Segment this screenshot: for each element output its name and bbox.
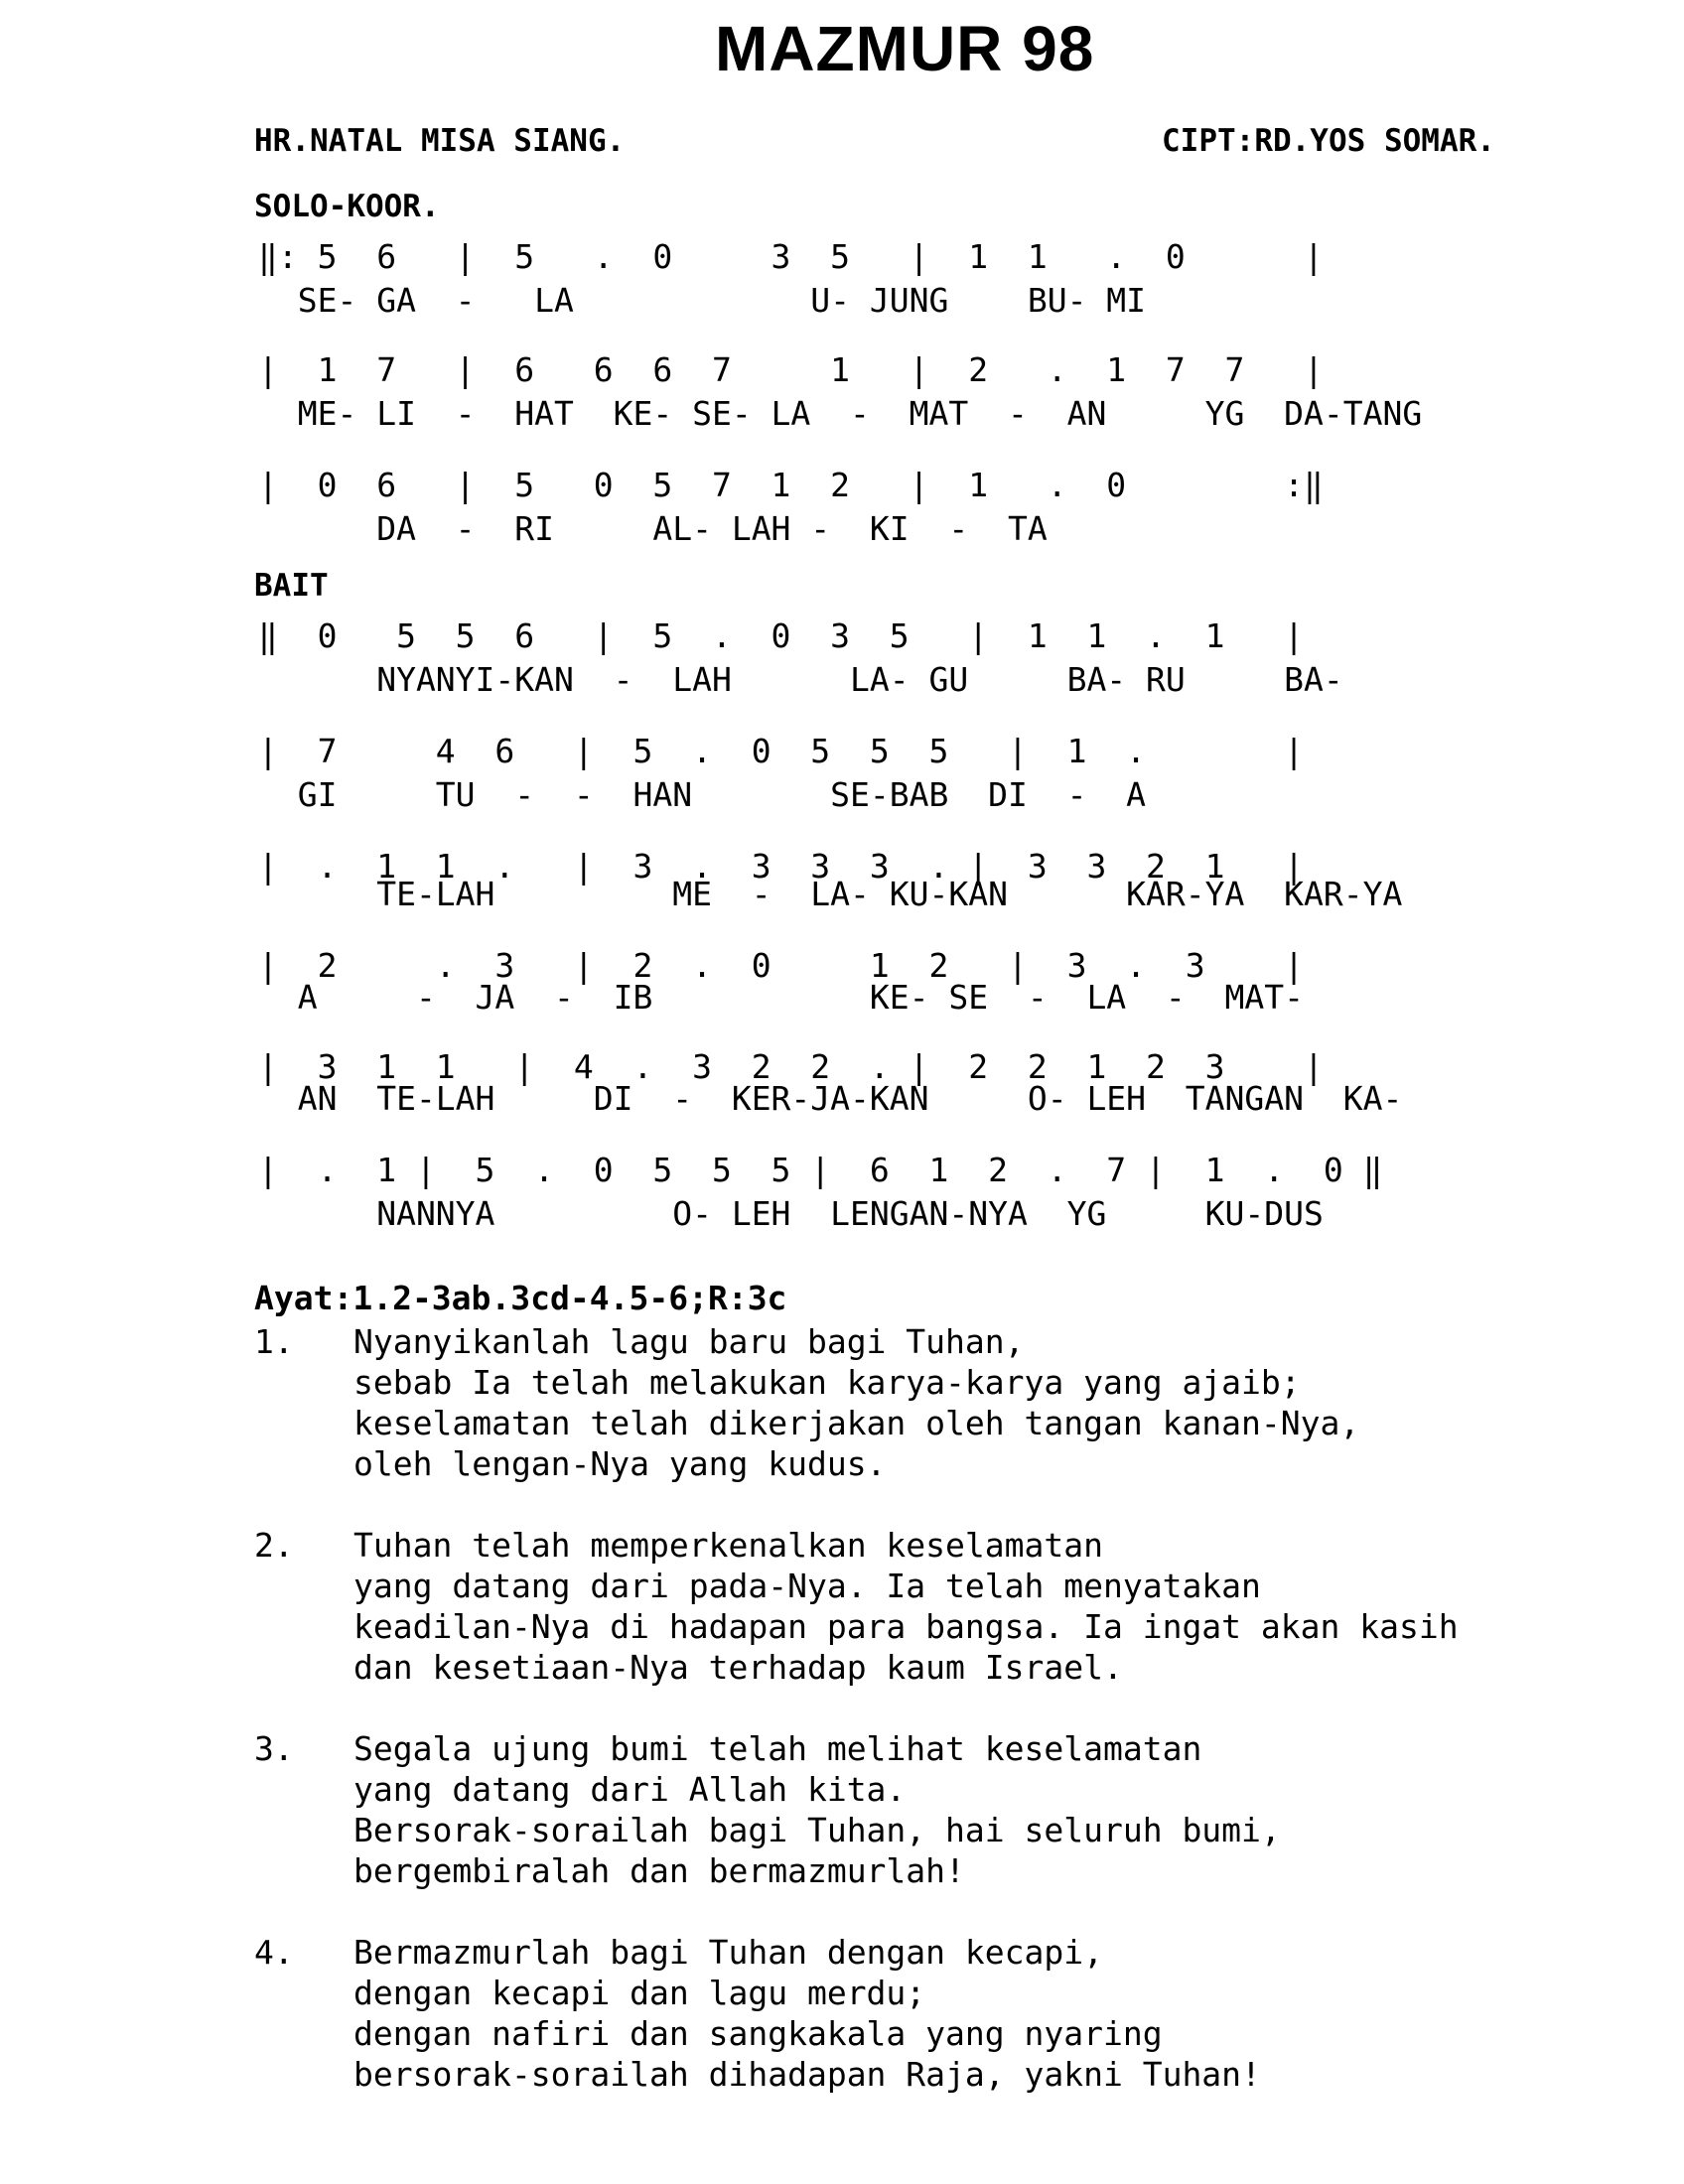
- refrain-lyrics-2: ME- LI - HAT KE- SE- LA - MAT - AN YG DA-TANG: [258, 394, 1423, 433]
- bait-notes-3: | . 1 1 . | 3 . 3 3 3 . | 3 3 2 1 |: [258, 847, 1304, 886]
- refrain-notes-1: ‖: 5 6 | 5 . 0 3 5 | 1 1 . 0 |: [258, 237, 1324, 276]
- verse-number: 3.: [254, 1729, 294, 1768]
- verse-line: keselamatan telah dikerjakan oleh tangan kanan-Nya,: [353, 1404, 1360, 1442]
- verse-line: Bersorak-sorailah bagi Tuhan, hai seluruh bumi,: [353, 1811, 1281, 1849]
- verse-line: Bermazmurlah bagi Tuhan dengan kecapi,: [353, 1933, 1103, 1972]
- verse-line: sebab Ia telah melakukan karya-karya yang ajaib;: [353, 1363, 1301, 1402]
- verse-number: 4.: [254, 1933, 294, 1972]
- verse-line: dengan kecapi dan lagu merdu;: [353, 1974, 926, 2012]
- verse-line: Segala ujung bumi telah melihat keselamatan: [353, 1729, 1202, 1768]
- refrain-notes-2: | 1 7 | 6 6 6 7 1 | 2 . 1 7 7 |: [258, 350, 1324, 389]
- verse-line: dan kesetiaan-Nya terhadap kaum Israel.: [353, 1648, 1123, 1687]
- bait-notes-6: | . 1 | 5 . 0 5 5 5 | 6 1 2 . 7 | 1 . 0 ‖: [258, 1151, 1383, 1189]
- verse-line: keadilan-Nya di hadapan para bangsa. Ia ingat akan kasih: [353, 1607, 1459, 1646]
- bait-lyrics-2: GI TU - - HAN SE-BAB DI - A: [258, 775, 1147, 814]
- verses-section: [254, 1279, 1545, 2135]
- verse: [254, 1321, 1545, 1484]
- verse-line: yang datang dari pada-Nya. Ia telah menyatakan: [353, 1567, 1261, 1605]
- occasion-label: HR.NATAL MISA SIANG.: [254, 123, 626, 159]
- refrain-notes-3: | 0 6 | 5 0 5 7 1 2 | 1 . 0 :‖: [258, 466, 1324, 504]
- bait-lyrics-1: NYANYI-KAN - LAH LA- GU BA- RU BA-: [258, 660, 1343, 699]
- verse: [254, 1932, 1545, 2095]
- page-title: MAZMUR 98: [715, 13, 1095, 84]
- bait-notes-1: ‖ 0 5 5 6 | 5 . 0 3 5 | 1 1 . 1 |: [258, 616, 1304, 655]
- verse: [254, 1525, 1545, 1688]
- verse-line: bergembiralah dan bermazmurlah!: [353, 1851, 965, 1890]
- bait-lyrics-4: A - JA - IB KE- SE - LA - MAT-: [258, 978, 1304, 1017]
- verse-number: 1.: [254, 1322, 294, 1361]
- bait-lyrics-5: AN TE-LAH DI - KER-JA-KAN O- LEH TANGAN KA-: [258, 1079, 1403, 1118]
- verse-line: yang datang dari Allah kita.: [353, 1770, 907, 1809]
- verse-line: dengan nafiri dan sangkakala yang nyaring: [353, 2014, 1163, 2053]
- composer-credit: CIPT:RD.YOS SOMAR.: [1162, 123, 1495, 159]
- bait-notes-2: | 7 4 6 | 5 . 0 5 5 5 | 1 . |: [258, 732, 1304, 770]
- verse-line: Tuhan telah memperkenalkan keselamatan: [353, 1526, 1103, 1565]
- bait-notes-4: | 2 . 3 | 2 . 0 1 2 | 3 . 3 |: [258, 946, 1304, 985]
- verse-number: 2.: [254, 1526, 294, 1565]
- verse-line: Nyanyikanlah lagu baru bagi Tuhan,: [353, 1322, 1025, 1361]
- bait-notes-5: | 3 1 1 | 4 . 3 2 2 . | 2 2 1 2 3 |: [258, 1047, 1324, 1086]
- refrain-lyrics-3: DA - RI AL- LAH - KI - TA: [258, 509, 1048, 548]
- refrain-label: SOLO-KOOR.: [254, 189, 440, 224]
- verse: [254, 1728, 1545, 1891]
- bait-lyrics-3: TE-LAH ME - LA- KU-KAN KAR-YA KAR-YA: [258, 875, 1403, 913]
- verse-line: bersorak-sorailah dihadapan Raja, yakni Tuhan!: [353, 2055, 1261, 2094]
- verse-line: oleh lengan-Nya yang kudus.: [353, 1444, 887, 1483]
- refrain-lyrics-1: SE- GA - LA U- JUNG BU- MI: [258, 281, 1147, 320]
- bait-lyrics-6: NANNYA O- LEH LENGAN-NYA YG KU-DUS: [258, 1194, 1324, 1233]
- bait-label: BAIT: [254, 568, 329, 604]
- ayat-label: Ayat:1.2-3ab.3cd-4.5-6;R:3c: [254, 1279, 787, 1317]
